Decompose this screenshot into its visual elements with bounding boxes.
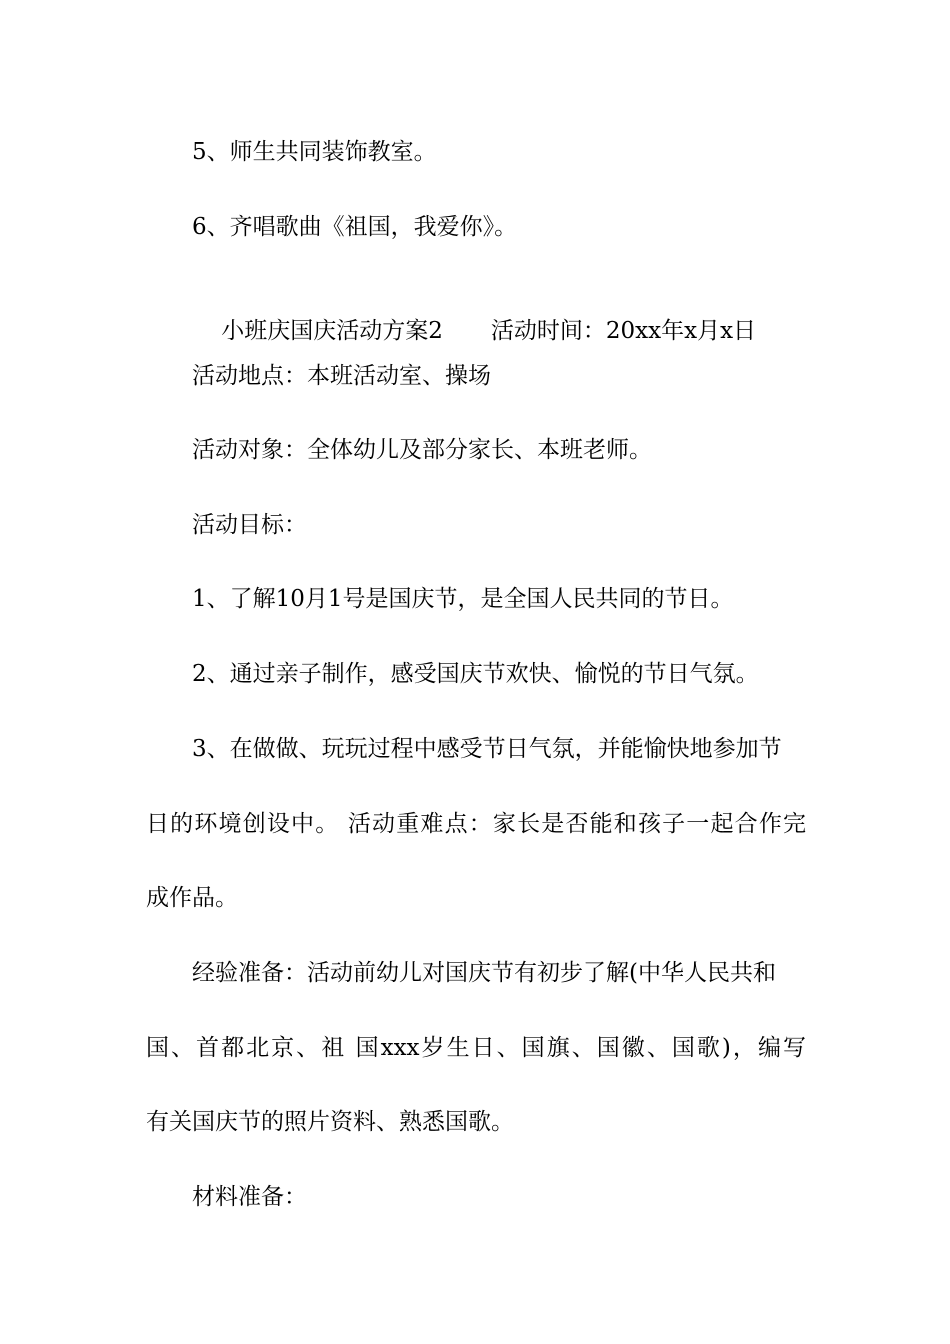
paragraph-line: 经验准备：活动前幼儿对国庆节有初步了解(中华人民共和 xyxy=(192,960,776,986)
paragraph-line: 3、在做做、玩玩过程中感受节日气氛，并能愉快地参加节 xyxy=(192,736,782,762)
activity-time: 活动时间：20xx年x月x日 xyxy=(490,318,757,344)
paragraph-line: 材料准备： xyxy=(192,1184,307,1210)
paragraph-line xyxy=(192,286,757,344)
paragraph-line: 6、齐唱歌曲《祖国，我爱你》。 xyxy=(192,214,518,240)
paragraph-line: 5、师生共同装饰教室。 xyxy=(192,139,437,165)
paragraph-line: 日的环境创设中。 活动重难点：家长是否能和孩子一起合作完 xyxy=(146,811,806,837)
paragraph-line: 有关国庆节的照片资料、熟悉国歌。 xyxy=(146,1109,514,1135)
section-title: 小班庆国庆活动方案2 xyxy=(221,318,443,344)
paragraph-line: 2、通过亲子制作，感受国庆节欢快、愉悦的节日气氛。 xyxy=(192,661,759,687)
paragraph-line: 国、首都北京、祖 国xxx岁生日、国旗、国徽、国歌)，编写 xyxy=(146,1035,806,1061)
paragraph-line: 活动地点：本班活动室、操场 xyxy=(192,363,491,389)
paragraph-line: 成作品。 xyxy=(146,885,238,911)
paragraph-line: 1、了解10月1号是国庆节，是全国人民共同的节日。 xyxy=(192,586,734,612)
paragraph-line: 活动目标： xyxy=(192,512,307,538)
paragraph-line: 活动对象：全体幼儿及部分家长、本班老师。 xyxy=(192,437,652,463)
